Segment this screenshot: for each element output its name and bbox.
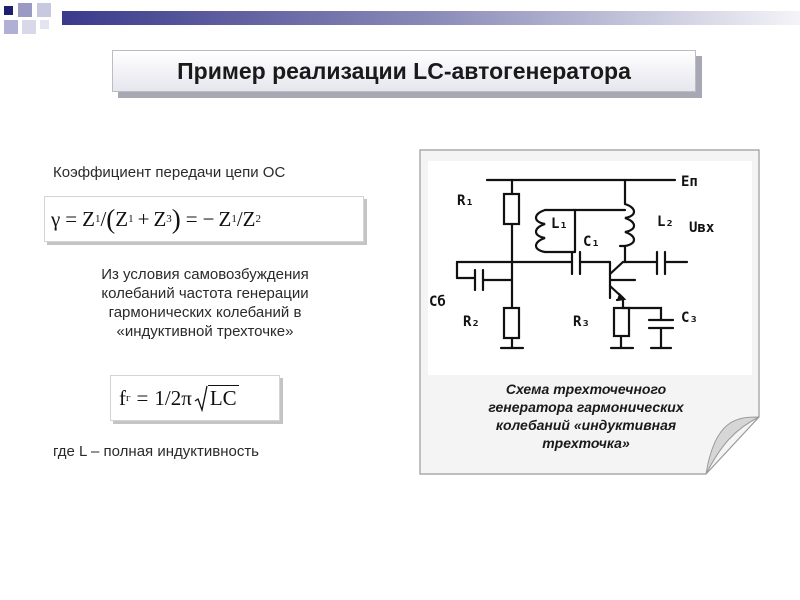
slide-title: Пример реализации LC-автогенератора xyxy=(177,57,631,84)
two-pi-symbol: 2π xyxy=(170,385,192,410)
f-symbol: f xyxy=(119,385,126,410)
label-l1: L₁ xyxy=(551,216,568,232)
label-r1: R₁ xyxy=(457,193,474,209)
caption-line: колебаний «индуктивная xyxy=(495,417,677,433)
deco-square-4 xyxy=(4,20,18,34)
z-subscript: 1 xyxy=(128,213,134,225)
caption-line: генератора гармонических xyxy=(488,399,684,415)
eq-sign: = xyxy=(136,385,149,410)
eq-sign: = xyxy=(65,206,78,231)
frequency-formula xyxy=(110,375,280,421)
condition-line: «индуктивной трехточке» xyxy=(116,323,294,340)
deco-square-3 xyxy=(37,3,51,17)
figure-caption xyxy=(444,380,728,452)
z-symbol: Z xyxy=(218,206,232,231)
circuit-schematic xyxy=(425,158,755,378)
deco-square-6 xyxy=(40,20,49,29)
label-l2: L₂ xyxy=(657,214,674,230)
z-subscript: 1 xyxy=(94,213,101,225)
slash-symbol: / xyxy=(236,206,243,231)
label-c3: C₃ xyxy=(681,310,698,326)
sqrt-icon xyxy=(194,384,208,412)
label-uvx: Uвх xyxy=(689,220,715,236)
eq-sign: = xyxy=(185,206,198,231)
label-c1: C₁ xyxy=(583,234,600,250)
f-subscript: г xyxy=(126,392,131,404)
z-subscript: 3 xyxy=(166,213,172,225)
condition-line: гармонических колебаний в xyxy=(108,304,302,321)
label-r3: R₃ xyxy=(573,314,590,330)
feedback-formula: γ = Z 1 / ( Z 1 + Z 3 ) = − Z 1 / Z 2 xyxy=(44,196,364,242)
condition-line: Из условия самовозбуждения xyxy=(101,266,309,283)
caption-line: трехточка» xyxy=(542,435,630,451)
header-stripe xyxy=(62,11,800,25)
deco-square-2 xyxy=(18,3,32,17)
title-box xyxy=(112,50,696,92)
z-symbol: Z xyxy=(82,206,95,231)
minus-sign: − xyxy=(202,206,215,231)
deco-square-1 xyxy=(4,6,13,15)
slash-symbol: / xyxy=(164,385,171,410)
slash-symbol: / xyxy=(100,206,107,231)
one-symbol: 1 xyxy=(154,385,165,410)
z-symbol: Z xyxy=(153,206,167,231)
feedback-heading: Коэффициент передачи цепи ОС xyxy=(53,164,286,181)
label-en: Eп xyxy=(681,174,698,190)
gamma-symbol: γ xyxy=(51,206,61,231)
label-cb: Cб xyxy=(429,294,446,310)
label-r2: R₂ xyxy=(463,314,480,330)
lc-symbol: LC xyxy=(209,386,237,410)
z-subscript: 1 xyxy=(231,213,237,225)
deco-square-5 xyxy=(22,20,36,34)
condition-text xyxy=(40,265,370,341)
where-text: где L – полная индуктивность xyxy=(53,443,260,460)
z-subscript: 2 xyxy=(255,213,261,225)
plus-sign: + xyxy=(137,206,150,231)
condition-line: колебаний частота генерации xyxy=(101,285,309,302)
caption-line: Схема трехточечного xyxy=(505,381,667,397)
z-symbol: Z xyxy=(242,206,256,231)
z-symbol: Z xyxy=(115,206,129,231)
